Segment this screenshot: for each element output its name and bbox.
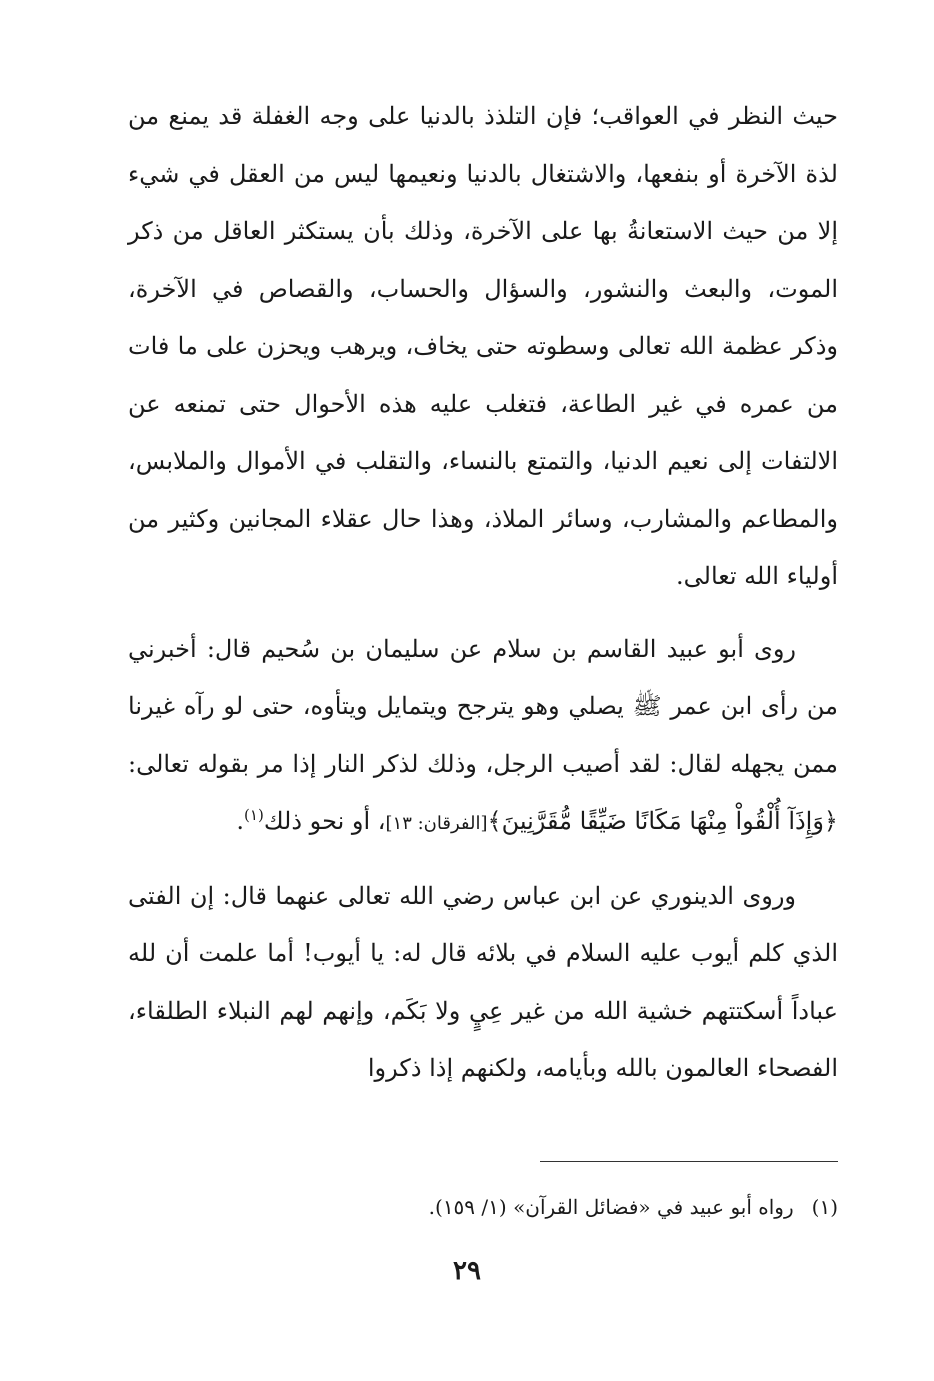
paragraph-2 [128, 621, 838, 853]
page-number: ٢٩ [453, 1256, 481, 1286]
paragraph-1-text: حيث النظر في العواقب؛ فإن التلذذ بالدنيا على وجه الغفلة قد يمنع من لذة الآخرة أو بنفعها، والاشتغال بالدنيا ونعيمها ليس من العقل في شيء إلا من حيث الاستعانةُ بها على الآخرة، وذلك بأن يستكثر العاقل من ذكر الموت، والبعث والنشور، والسؤال والحساب، والقصاص في الآخرة، وذكر عظمة الله تعالى وسطوته حتى يخاف، ويرهب ويحزن على ما فات من عمره في غير الطاعة، فتغلب عليه هذه الأحوال حتى تمنعه عن الالتفات إلى نعيم الدنيا، والتمتع بالنساء، والتقلب في الأموال والملابس، والمطاعم والمشارب، وسائر الملاذ، وهذا حال عقلاء المجانين وكثير من أولياء الله تعالى. [128, 102, 839, 590]
footnote-marker: (١) [244, 806, 264, 824]
footnote-text: رواه أبو عبيد في «فضائل القرآن» (١/ ١٥٩). [428, 1195, 794, 1219]
paragraph-2-tail: ، أو نحو ذلك [263, 807, 386, 835]
footnote-divider [540, 1161, 838, 1162]
paragraph-2-end: . [236, 807, 245, 835]
footnote [128, 1190, 838, 1224]
paragraph-3-text: وروى الدينوري عن ابن عباس رضي الله تعالى عنهما قال: إن الفتى الذي كلم أيوب عليه السلام في بلائه قال له: يا أيوب! أما علمت أن لله عباداً أسكتتهم خشية الله من غير عِيٍ ولا بَكَم، وإنهم لهم النبلاء الطلقاء، الفصحاء العالمون بالله وبأيامه، ولكنهم إذا ذكروا [128, 881, 838, 1082]
quran-verse: ﴿وَإِذَآ أُلْقُواْ مِنْهَا مَكَانًا ضَيِّقًا مُّقَرَّنِينَ﴾ [487, 807, 838, 835]
footnote-number: (١) [811, 1195, 838, 1219]
main-text [128, 88, 838, 1098]
verse-reference: [الفرقان: ١٣] [385, 813, 488, 834]
paragraph-1 [128, 88, 838, 606]
paragraph-2-text: روى أبو عبيد القاسم بن سلام عن سليمان بن سُحيم قال: أخبرني من رأى ابن عمر ﷺ يصلي وهو يترجح ويتمايل ويتأوه، حتى لو رآه غيرنا ممن يجهله لقال: لقد أصيب الرجل، وذلك لذكر النار إذا مر بقوله تعالى: [128, 634, 838, 778]
paragraph-3 [128, 868, 838, 1098]
